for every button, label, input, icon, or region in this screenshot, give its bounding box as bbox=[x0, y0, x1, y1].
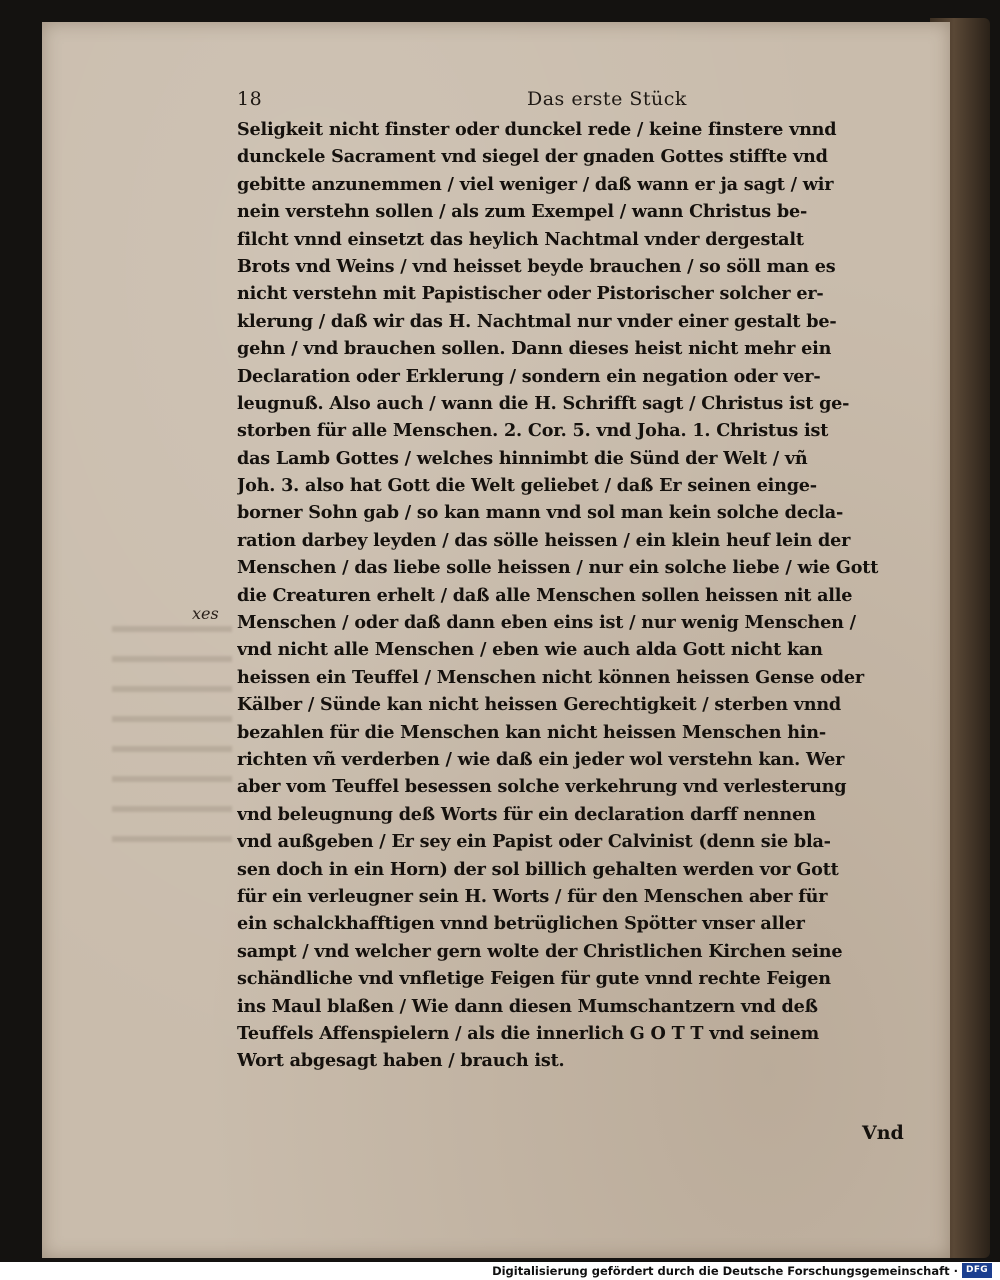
text-line: borner Sohn gab / so kan mann vnd sol man kein solche decla- bbox=[237, 502, 844, 524]
show-through-ink bbox=[112, 622, 232, 842]
text-line: bezahlen für die Menschen kan nicht heissen Menschen hin- bbox=[237, 721, 826, 743]
page-number: 18 bbox=[237, 88, 263, 110]
text-line: Teuffels Affenspielern / als die innerlich G O T T vnd seinem bbox=[237, 1022, 820, 1044]
text-line: ration darbey leyden / das sölle heissen / ein klein heuf lein der bbox=[237, 529, 851, 551]
text-line: storben für alle Menschen. 2. Cor. 5. vnd Joha. 1. Christus ist bbox=[237, 420, 829, 442]
margin-note: xes bbox=[192, 604, 219, 623]
text-line: sen doch in ein Horn) der sol billich gehalten werden vor Gott bbox=[237, 858, 839, 880]
text-line: schändliche vnd vnfletige Feigen für gute vnnd rechte Feigen bbox=[237, 968, 831, 990]
text-line: Kälber / Sünde kan nicht heissen Gerechtigkeit / sterben vnnd bbox=[237, 694, 842, 716]
text-line: klerung / daß wir das H. Nachtmal nur vnder einer gestalt be- bbox=[237, 310, 837, 332]
text-line: für ein verleugner sein H. Worts / für den Menschen aber für bbox=[237, 885, 828, 907]
text-line: Seligkeit nicht finster oder dunckel rede / keine finstere vnnd bbox=[237, 119, 837, 140]
text-line: leugnuß. Also auch / wann die H. Schrifft sagt / Christus ist ge- bbox=[237, 392, 850, 414]
text-line: das Lamb Gottes / welches hinnimbt die Sünd der Welt / vñ bbox=[237, 447, 808, 469]
text-line: Joh. 3. also hat Gott die Welt geliebet / daß Er seinen einge- bbox=[237, 475, 817, 497]
text-line: ins Maul blaßen / Wie dann diesen Mumschantzern vnd deß bbox=[237, 995, 818, 1017]
text-line: sampt / vnd welcher gern wolte der Christlichen Kirchen seine bbox=[237, 940, 843, 962]
text-line: aber vom Teuffel besessen solche verkehrung vnd verlesterung bbox=[237, 776, 847, 798]
text-line: Declaration oder Erklerung / sondern ein negation oder ver- bbox=[237, 365, 821, 387]
catchword: Vnd bbox=[862, 1122, 904, 1144]
running-title: Das erste Stück bbox=[527, 88, 687, 110]
text-line: Wort abgesagt haben / brauch ist. bbox=[237, 1050, 565, 1072]
text-line: gehn / vnd brauchen sollen. Dann dieses heist nicht mehr ein bbox=[237, 338, 832, 360]
text-line: nicht verstehn mit Papistischer oder Pistorischer solcher er- bbox=[237, 283, 824, 305]
body-text bbox=[237, 116, 927, 1075]
text-line: vnd außgeben / Er sey ein Papist oder Calvinist (denn sie bla- bbox=[237, 831, 831, 853]
text-line: Menschen / oder daß dann eben eins ist / nur wenig Menschen / bbox=[237, 612, 856, 634]
text-line: nein verstehn sollen / als zum Exempel / wann Christus be- bbox=[237, 201, 808, 223]
text-line: ein schalckhafftigen vnnd betrüglichen Spötter vnser aller bbox=[237, 913, 805, 935]
text-line: vnd nicht alle Menschen / eben wie auch alda Gott nicht kan bbox=[237, 639, 823, 661]
dfg-logo: DFG bbox=[962, 1263, 992, 1278]
text-line: Brots vnd Weins / vnd heisset beyde brauchen / so söll man es bbox=[237, 255, 836, 277]
text-line: richten vñ verderben / wie daß ein jeder wol verstehn kan. Wer bbox=[237, 748, 845, 770]
text-line: dunckele Sacrament vnd siegel der gnaden Gottes stiffte vnd bbox=[237, 146, 828, 168]
funding-notice: Digitalisierung gefördert durch die Deutsche Forschungsgemeinschaft · bbox=[492, 1264, 958, 1278]
text-line: heissen ein Teuffel / Menschen nicht können heissen Gense oder bbox=[237, 666, 864, 688]
text-line: gebitte anzunemmen / viel weniger / daß wann er ja sagt / wir bbox=[237, 173, 834, 195]
text-line: die Creaturen erhelt / daß alle Menschen sollen heissen nit alle bbox=[237, 584, 853, 606]
text-line: Menschen / das liebe solle heissen / nur ein solche liebe / wie Gott bbox=[237, 557, 879, 579]
running-head bbox=[237, 88, 927, 114]
text-line: filcht vnnd einsetzt das heylich Nachtmal vnder dergestalt bbox=[237, 228, 804, 250]
text-line: vnd beleugnung deß Worts für ein declaration darff nennen bbox=[237, 803, 816, 825]
